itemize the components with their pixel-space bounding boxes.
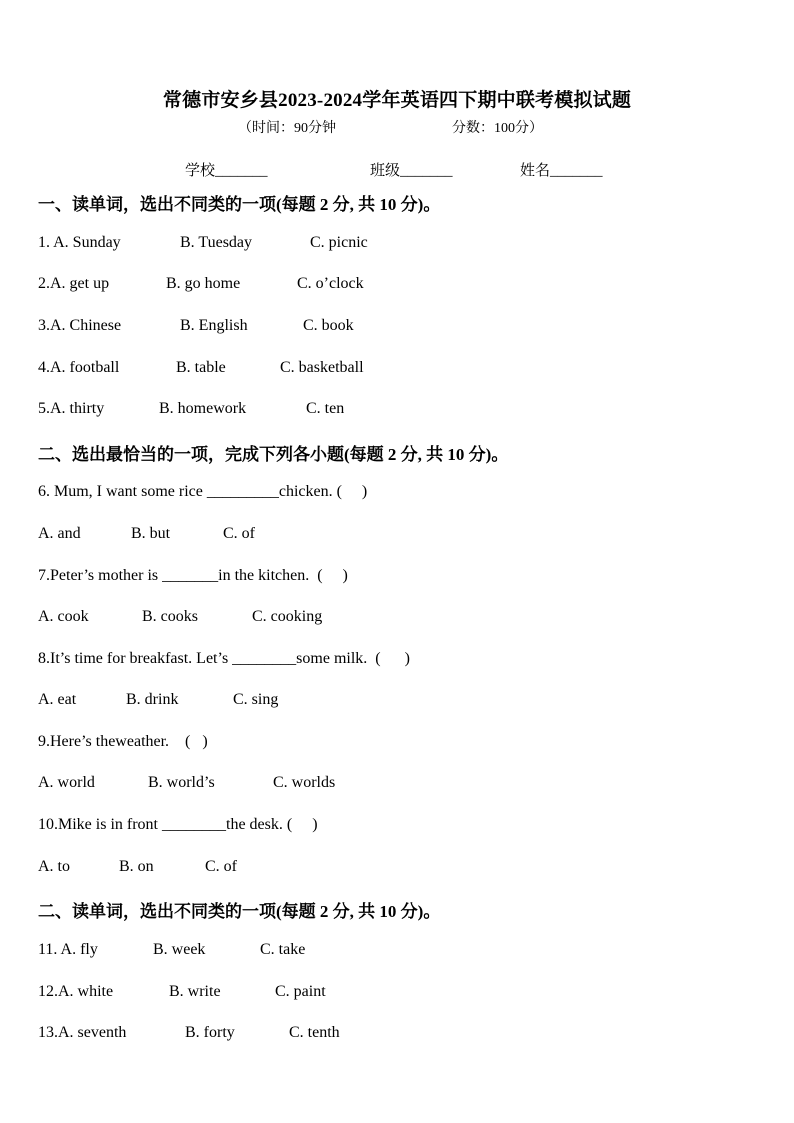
option-b[interactable]: B. world’s (148, 774, 215, 791)
option-c[interactable]: C. paint (275, 983, 326, 1000)
option-b[interactable]: B. go home (166, 275, 241, 292)
school-field[interactable]: 学校_______ (185, 163, 268, 179)
option-c[interactable]: C. ten (306, 400, 345, 417)
question-8-stem: 8.It’s time for breakfast. Let’s ________some milk. ( ) (38, 650, 410, 667)
section-heading: 二、选出最恰当的一项，完成下列各小题(每题 2 分, 共 10 分)。 (38, 445, 509, 464)
class-field[interactable]: 班级_______ (370, 163, 453, 179)
option-c[interactable]: C. worlds (273, 774, 336, 791)
option-a[interactable]: A. to (38, 858, 70, 875)
page-title: 常德市安乡县2023-2024学年英语四下期中联考模拟试题 (162, 90, 632, 111)
option-b[interactable]: B. homework (159, 400, 247, 417)
option-b[interactable]: B. write (169, 983, 221, 1000)
time-limit: （时间：90分钟 (238, 121, 336, 136)
option-b[interactable]: B. table (176, 359, 226, 376)
option-c[interactable]: C. picnic (310, 234, 368, 251)
option-a[interactable]: A. eat (38, 691, 77, 708)
option-a[interactable]: 5.A. thirty (38, 400, 105, 417)
option-b[interactable]: B. cooks (142, 608, 198, 625)
name-field[interactable]: 姓名_______ (520, 163, 603, 179)
option-c[interactable]: C. book (303, 317, 354, 334)
section-heading: 二、读单词，选出不同类的一项(每题 2 分, 共 10 分)。 (38, 902, 441, 921)
option-a[interactable]: 4.A. football (38, 359, 120, 376)
option-c[interactable]: C. of (205, 858, 237, 875)
option-b[interactable]: B. Tuesday (180, 234, 253, 251)
option-b[interactable]: B. forty (185, 1024, 235, 1041)
question-7-stem: 7.Peter’s mother is _______in the kitchen. ( ) (38, 567, 348, 584)
option-b[interactable]: B. on (119, 858, 154, 875)
option-a[interactable]: 12.A. white (38, 983, 114, 1000)
option-c[interactable]: C. basketball (280, 359, 364, 376)
question-13 (38, 1024, 340, 1114)
option-a[interactable]: A. and (38, 525, 81, 542)
section-heading: 一、读单词，选出不同类的一项(每题 2 分, 共 10 分)。 (38, 195, 441, 214)
option-c[interactable]: C. o’clock (297, 275, 364, 292)
total-score: 分数：100分） (452, 121, 543, 136)
question-6-stem: 6. Mum, I want some rice _________chicken. ( ) (38, 483, 368, 500)
option-c[interactable]: C. take (260, 941, 306, 958)
option-b[interactable]: B. but (131, 525, 171, 542)
option-a[interactable]: 11. A. fly (38, 941, 98, 958)
option-c[interactable]: C. tenth (289, 1024, 340, 1041)
option-a[interactable]: 1. A. Sunday (38, 234, 121, 251)
option-b[interactable]: B. drink (126, 691, 179, 708)
question-10-stem: 10.Mike is in front ________the desk. ( ) (38, 816, 318, 833)
option-c[interactable]: C. sing (233, 691, 279, 708)
question-9-stem: 9.Here’s theweather. ( ) (38, 733, 208, 750)
option-a[interactable]: 3.A. Chinese (38, 317, 122, 334)
option-a[interactable]: 13.A. seventh (38, 1024, 127, 1041)
option-b[interactable]: B. English (180, 317, 248, 334)
option-a[interactable]: A. cook (38, 608, 89, 625)
option-a[interactable]: A. world (38, 774, 95, 791)
option-b[interactable]: B. week (153, 941, 206, 958)
option-c[interactable]: C. of (223, 525, 255, 542)
option-c[interactable]: C. cooking (252, 608, 323, 625)
option-a[interactable]: 2.A. get up (38, 275, 110, 292)
